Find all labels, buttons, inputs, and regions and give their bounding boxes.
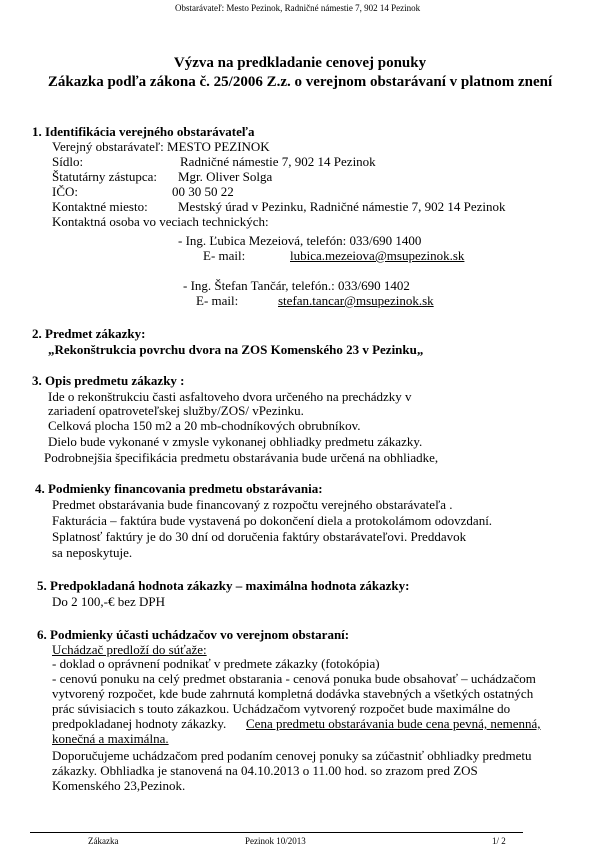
s4-line: Splatnosť faktúry je do 30 dní od doručenia faktúry obstarávateľovi. Preddavok bbox=[52, 529, 467, 544]
s3-line: Dielo bude vykonané v zmysle vykonanej obhliadky predmetu zákazky. bbox=[48, 434, 423, 449]
s4-line: sa neposkytuje. bbox=[52, 545, 133, 560]
s6-underlined-line: konečná a maximálna. bbox=[52, 731, 169, 746]
s6-line: prác súvisiacich s touto zákazkou. Uchádzačom vytvorený rozpočet bude maximálne do bbox=[52, 701, 511, 716]
footer-left: Zákazka bbox=[88, 836, 119, 846]
s1-row-label: Kontaktné miesto: bbox=[52, 199, 148, 214]
contact-2-email-label: E- mail: bbox=[196, 293, 239, 308]
contact-1-email-label: E- mail: bbox=[203, 248, 246, 263]
s6-line: Doporučujeme uchádzačom pred podaním cenovej ponuky sa zúčastniť obhliadky predmetu bbox=[52, 748, 532, 763]
contact-2-email-link[interactable]: stefan.tancar@msupezinok.sk bbox=[278, 293, 434, 308]
document-title: Výzva na predkladanie cenovej ponuky bbox=[173, 55, 427, 71]
footer-page-number: 1/ 2 bbox=[492, 836, 506, 846]
s6-line: zákazky. Obhliadka je stanovená na 04.10.2013 o 11.00 hod. so zrazom pred ZOS bbox=[52, 763, 478, 778]
s1-row-value: Mestský úrad v Pezinku, Radničné námestie 7, 902 14 Pezinok bbox=[178, 199, 506, 214]
contact-1-email-link[interactable]: lubica.mezeiova@msupezinok.sk bbox=[290, 248, 465, 263]
section-5-text: Do 2 100,-€ bez DPH bbox=[52, 594, 166, 609]
s4-line: Predmet obstarávania bude financovaný z rozpočtu verejného obstarávateľa . bbox=[52, 497, 453, 512]
section-2-heading: 2. Predmet zákazky: bbox=[32, 326, 146, 341]
s6-underlined-line: Cena predmetu obstarávania bude cena pevná, nemenná, bbox=[246, 716, 541, 731]
section-3-heading: 3. Opis predmetu zákazky : bbox=[32, 373, 185, 388]
s3-line: zariadení opatroveteľskej služby/ZOS/ vPezinku. bbox=[48, 403, 304, 418]
s6-line: Komenského 23,Pezinok. bbox=[52, 778, 186, 793]
s1-row-label: Štatutárny zástupca: bbox=[52, 169, 158, 184]
section-2-text: „Rekonštrukcia povrchu dvora na ZOS Komenského 23 v Pezinku„ bbox=[48, 342, 424, 357]
s1-row-value: Radničné námestie 7, 902 14 Pezinok bbox=[180, 154, 376, 169]
s1-row-label: Verejný obstarávateľ: MESTO PEZINOK bbox=[52, 139, 270, 154]
s4-line: Fakturácia – faktúra bude vystavená po dokončení diela a protokolámom odovzdaní. bbox=[52, 513, 493, 528]
s6-line: predpokladanej hodnoty zákazky. bbox=[52, 716, 227, 731]
s6-line: - doklad o oprávnení podnikať v predmete zákazky (fotokópia) bbox=[52, 656, 380, 671]
s3-line: Celková plocha 150 m2 a 20 mb-chodníkových obrubníkov. bbox=[48, 418, 361, 433]
s1-row-value: 00 30 50 22 bbox=[172, 184, 234, 199]
section-6-heading: 6. Podmienky účasti uchádzačov vo verejnom obstaraní: bbox=[37, 627, 350, 642]
page-header: Obstarávateľ: Mesto Pezinok, Radničné námestie 7, 902 14 Pezinok bbox=[175, 3, 421, 13]
section-5-heading: 5. Predpokladaná hodnota zákazky – maximálna hodnota zákazky: bbox=[37, 578, 410, 593]
s6-line: vytvorený rozpočet, kde bude zahrnutá kompletná dodávka stavebných a všetkých ostatných bbox=[52, 686, 534, 701]
section-6-subheading: Uchádzač predloží do súťaže: bbox=[52, 642, 207, 657]
contact-2-line: - Ing. Štefan Tančár, telefón.: 033/690 1402 bbox=[183, 278, 410, 293]
s3-line: Podrobnejšia špecifikácia predmetu obstarávania bude určená na obhliadke, bbox=[44, 450, 439, 465]
section-4-heading: 4. Podmienky financovania predmetu obstarávania: bbox=[35, 481, 323, 496]
document-subtitle: Zákazka podľa zákona č. 25/2006 Z.z. o verejnom obstarávaní v platnom znení bbox=[47, 74, 553, 90]
contact-1-line: - Ing. Ľubica Mezeiová, telefón: 033/690 1400 bbox=[178, 233, 422, 248]
s1-row-label: IČO: bbox=[52, 184, 78, 199]
s1-row-label: Sídlo: bbox=[52, 154, 84, 169]
section-1-heading: 1. Identifikácia verejného obstarávateľa bbox=[32, 124, 255, 139]
s6-line: - cenovú ponuku na celý predmet obstarania - cenová ponuka bude obsahovať – uchádzačom bbox=[52, 671, 536, 686]
s1-row-value: Mgr. Oliver Solga bbox=[178, 169, 273, 184]
s1-row-label: Kontaktná osoba vo veciach technických: bbox=[52, 214, 269, 229]
s3-line: Ide o rekonštrukciu časti asfaltoveho dvora určeného na prechádzky v bbox=[48, 389, 412, 404]
footer-divider bbox=[30, 832, 523, 833]
footer-center: Pezinok 10/2013 bbox=[245, 836, 306, 846]
